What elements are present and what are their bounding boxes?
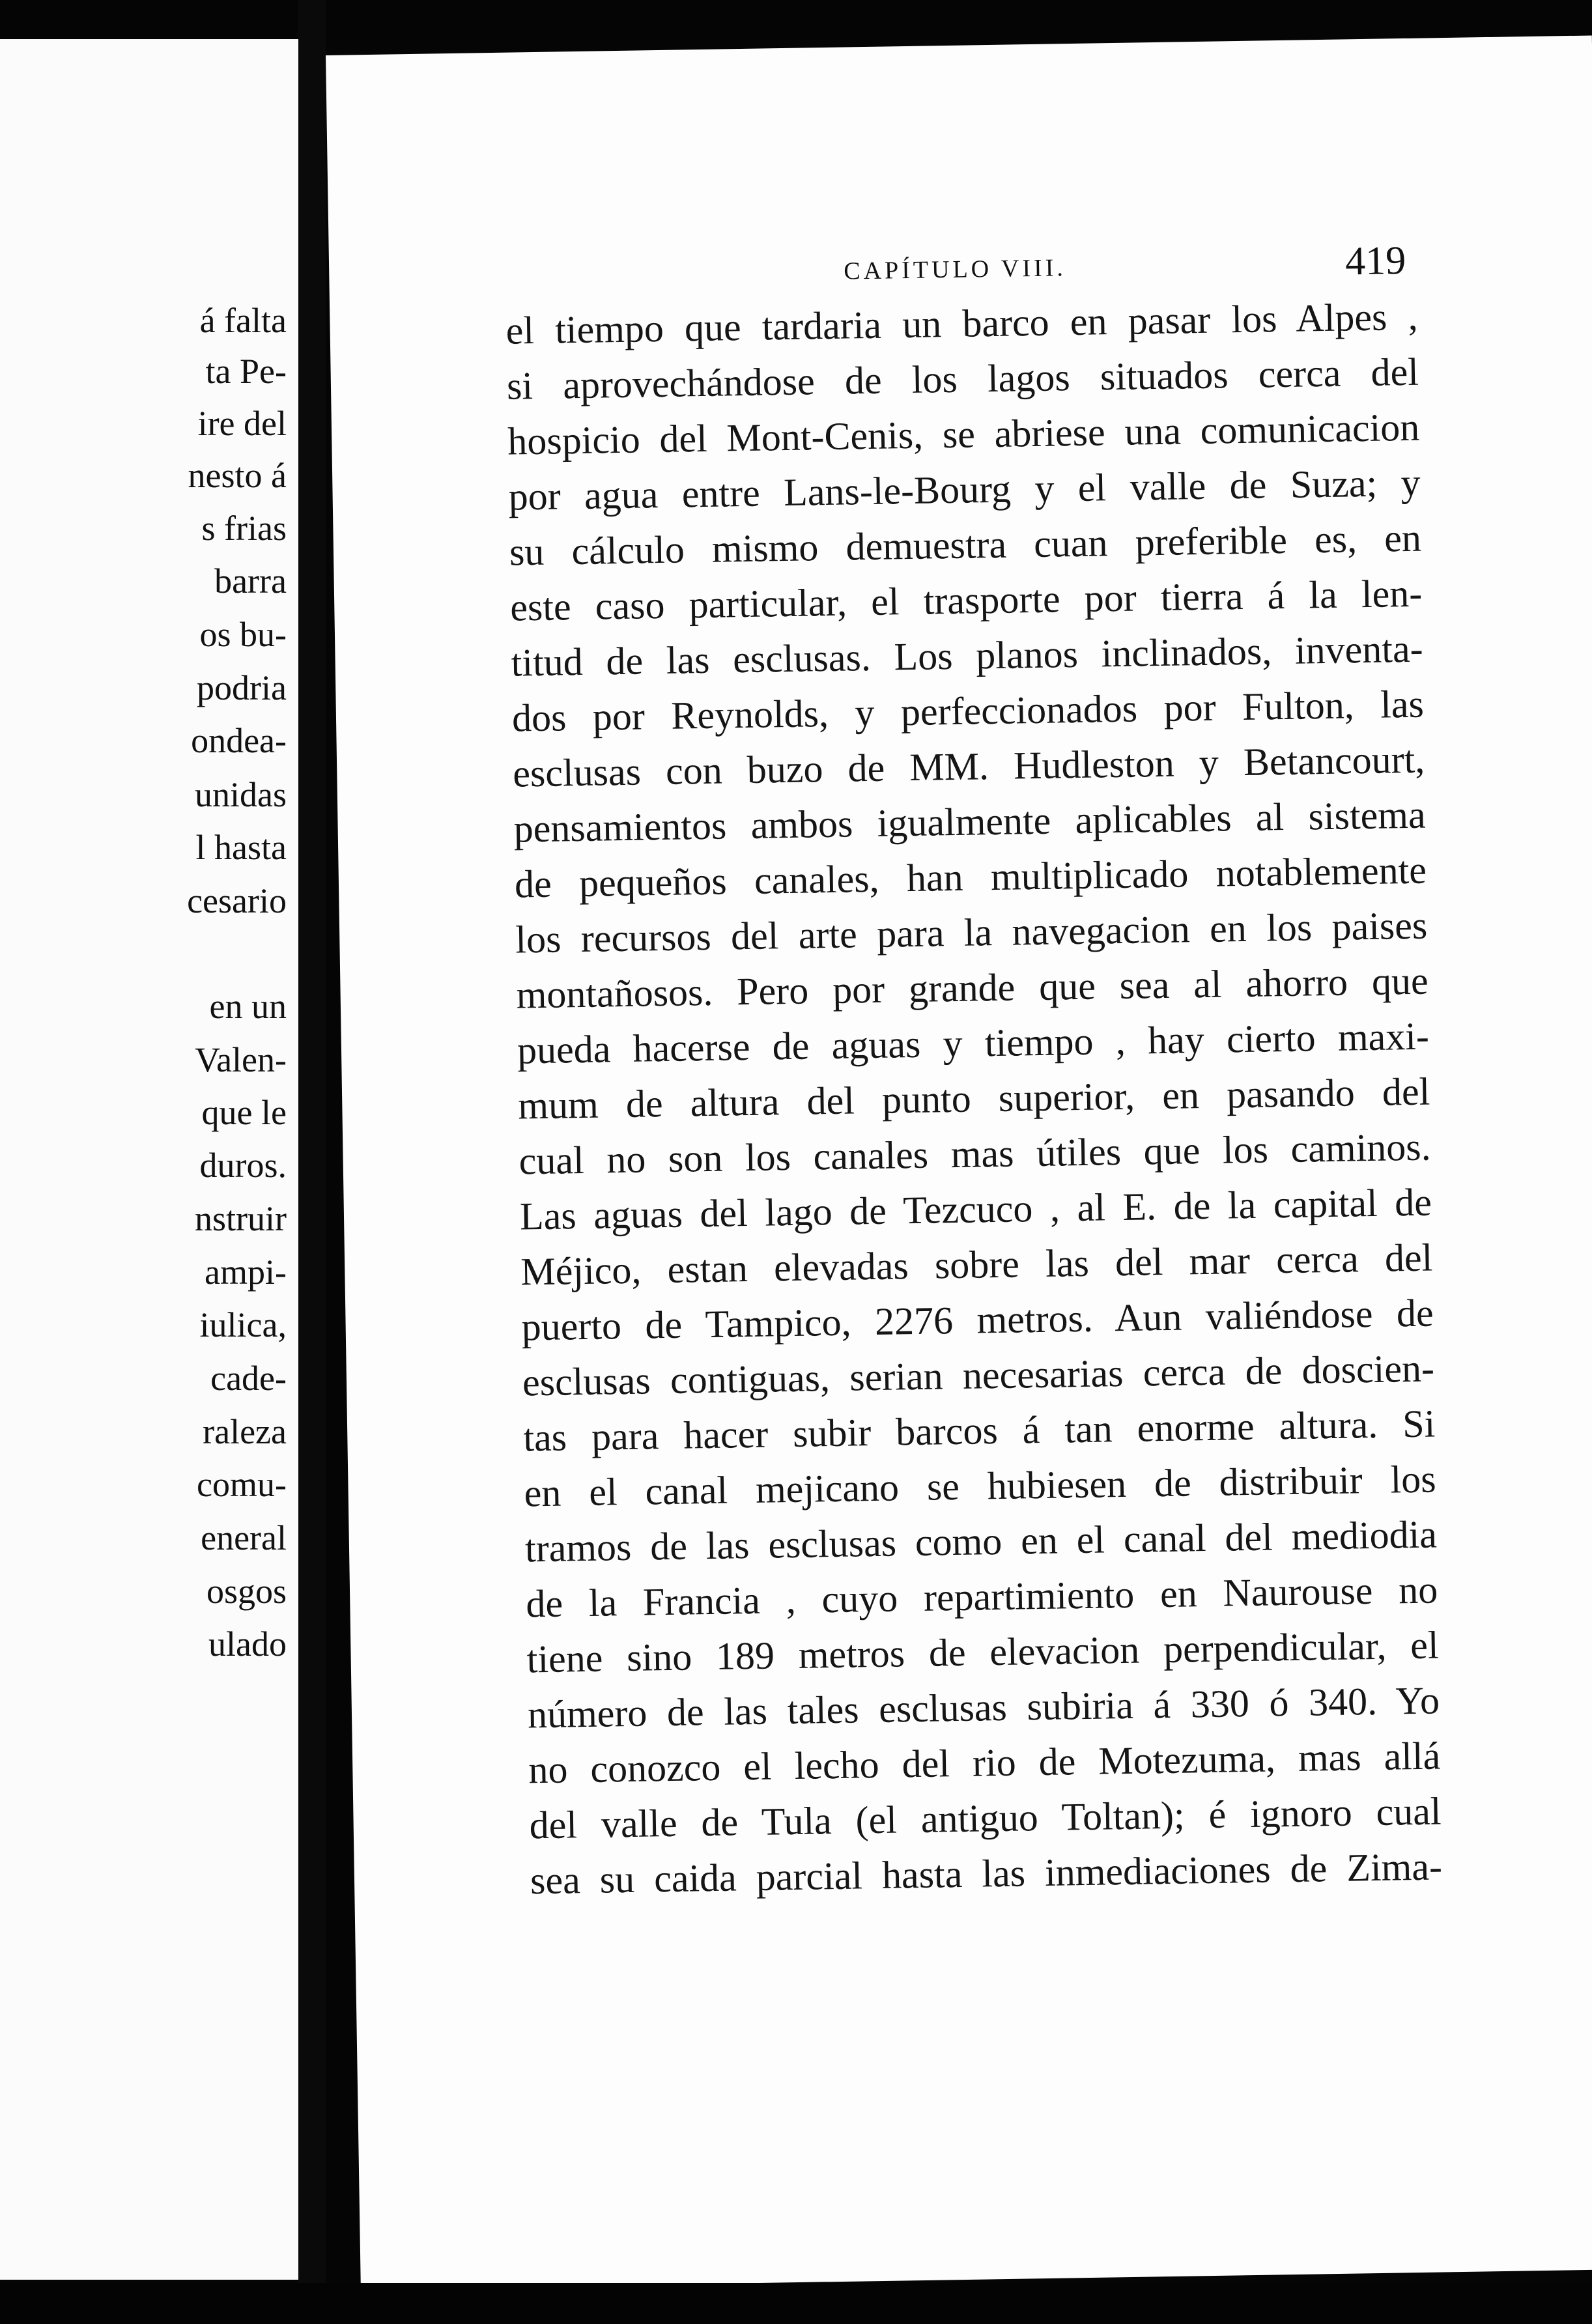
text-line: pensamientos ambos igualmente aplicables al sistema (513, 793, 1427, 851)
text-line: los recursos del arte para la navegacion en los paises (515, 903, 1428, 961)
left-page-line: ulado (208, 1624, 287, 1664)
book-gutter (298, 0, 326, 2324)
text-line: número de las tales esclusas subiria á 330 ó 340. Yo (527, 1679, 1440, 1736)
text-line: del valle de Tula (el antiguo Toltan); é ignoro cual (529, 1789, 1442, 1847)
left-page-line: iulica, (199, 1305, 287, 1344)
left-page-line: cesario (187, 881, 287, 920)
text-line: pueda hacerse de aguas y tiempo , hay cierto maxi- (517, 1014, 1430, 1072)
text-line: de pequeños canales, han multiplicado notablemente (514, 848, 1427, 906)
scan-bottom-edge (0, 2283, 1592, 2324)
text-line: en el canal mejicano se hubiesen de distribuir los (524, 1457, 1437, 1515)
text-line: este caso particular, el trasporte por tierra á la len- (509, 571, 1423, 629)
text-line: si aprovechándose de los lagos situados cerca del (506, 350, 1419, 408)
left-page-line: unidas (195, 775, 287, 814)
text-line: sea su caida parcial hasta las inmediaciones de Zima- (530, 1845, 1443, 1903)
left-page-line: á falta (199, 301, 287, 340)
text-line: no conozco el lecho del rio de Motezuma, mas allá (528, 1734, 1441, 1792)
text-line: esclusas con buzo de MM. Hudleston y Betancourt, (512, 737, 1425, 795)
text-line: puerto de Tampico, 2276 metros. Aun valiéndose de (521, 1291, 1434, 1349)
left-page-line: que le (201, 1093, 287, 1132)
text-line: cual no son los canales mas útiles que los caminos. (519, 1125, 1432, 1183)
left-page-line: raleza (203, 1412, 287, 1451)
text-line: su cálculo mismo demuestra cuan preferible es, en (509, 516, 1422, 574)
left-page-line: duros. (199, 1146, 287, 1185)
left-page-line: comu- (197, 1465, 287, 1504)
left-page-line: ampi- (205, 1253, 287, 1292)
left-page-line: l hasta (195, 828, 287, 867)
left-page-line: eneral (201, 1518, 287, 1557)
text-line: dos por Reynolds, y perfeccionados por Fulton, las (511, 682, 1425, 740)
text-line: tas para hacer subir barcos á tan enorme altura. Si (522, 1402, 1436, 1460)
text-line: tramos de las esclusas como en el canal del mediodia (524, 1512, 1438, 1570)
left-page-line: cade- (210, 1359, 287, 1398)
text-line: por agua entre Lans-le-Bourg y el valle de Suza; y (508, 461, 1421, 518)
text-line: montañosos. Pero por grande que sea al ahorro que (516, 959, 1429, 1017)
left-page-line: ire del (197, 404, 287, 443)
left-page-line: podria (197, 668, 287, 707)
left-page-line: en un (209, 987, 287, 1026)
text-line: Las aguas del lago de Tezcuco , al E. de la capital de (519, 1180, 1432, 1238)
left-page-line: nesto á (188, 456, 287, 495)
right-page (326, 35, 1592, 2289)
text-line: tiene sino 189 metros de elevacion perpendicular, el (526, 1623, 1440, 1681)
left-page-line: barra (214, 561, 287, 601)
text-line: mum de altura del punto superior, en pasando del (517, 1070, 1430, 1127)
page-number: 419 (1344, 238, 1406, 284)
left-page-line: osgos (206, 1572, 287, 1611)
text-line: Méjico, estan elevadas sobre las del mar cerca del (520, 1236, 1433, 1294)
running-head: CAPÍTULO VIII. (843, 254, 1067, 285)
left-page-line: ondea- (191, 721, 287, 760)
left-page-line: os bu- (199, 615, 287, 654)
text-line: hospicio del Mont-Cenis, se abriese una comunicacion (507, 405, 1420, 463)
text-line: esclusas contiguas, serian necesarias cerca de doscien- (522, 1346, 1435, 1404)
left-page-line: ta Pe- (205, 352, 287, 391)
left-page-line: nstruir (195, 1199, 287, 1238)
text-line: el tiempo que tardaria un barco en pasar los Alpes , (505, 294, 1419, 352)
left-page-line: s frias (201, 509, 287, 548)
text-line: de la Francia , cuyo repartimiento en Naurouse no (525, 1568, 1438, 1626)
left-page-fragment (0, 39, 298, 2280)
left-page-line: Valen- (195, 1040, 287, 1079)
body-text (505, 289, 1443, 1909)
text-line: titud de las esclusas. Los planos inclinados, inventa- (511, 627, 1424, 685)
